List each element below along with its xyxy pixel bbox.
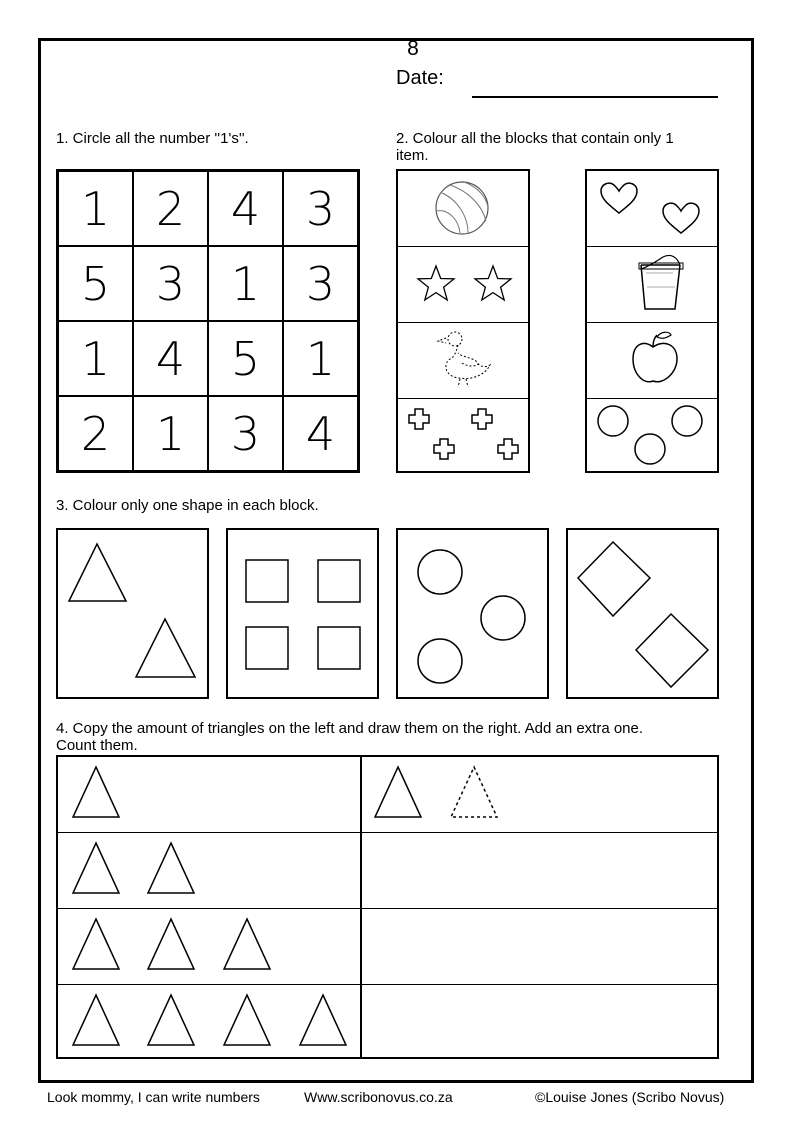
number-cell[interactable]: 5 (208, 321, 283, 396)
table-row (58, 833, 717, 909)
triangle-icon (58, 530, 208, 698)
footer-left: Look mommy, I can write numbers (47, 1089, 260, 1105)
triangle-copy-table (56, 755, 719, 1059)
shape-block-squares[interactable] (226, 528, 379, 699)
number-cell[interactable]: 1 (283, 321, 358, 396)
q4-instruction-line1: 4. Copy the amount of triangles on the left and draw them on the right. Add an extra one. (56, 720, 644, 737)
block-four-crosses[interactable] (398, 399, 528, 475)
q4-instruction-line2: Count them. (56, 737, 138, 754)
apple-icon (587, 323, 717, 399)
bucket-icon (587, 247, 717, 323)
number-cell[interactable]: 1 (58, 171, 133, 246)
number-grid (56, 169, 360, 473)
heart-icon (587, 171, 717, 247)
number-cell[interactable]: 3 (283, 171, 358, 246)
q2-instruction-line2: item. (396, 147, 429, 164)
triangle-icon (58, 909, 718, 985)
q2-left-column (396, 169, 530, 473)
table-row (58, 985, 717, 1061)
number-cell[interactable]: 4 (208, 171, 283, 246)
triangle-icon (58, 833, 718, 909)
number-cell[interactable]: 1 (208, 246, 283, 321)
number-cell[interactable]: 2 (133, 171, 208, 246)
shape-block-triangles[interactable] (56, 528, 209, 699)
duck-icon (398, 323, 528, 399)
block-three-circles[interactable] (587, 399, 717, 475)
block-two-stars[interactable] (398, 247, 528, 323)
q2-instruction-line1: 2. Colour all the blocks that contain only 1 (396, 130, 674, 147)
page-number: 8 (407, 37, 419, 60)
table-column-divider (360, 757, 362, 1057)
number-cell[interactable]: 3 (133, 246, 208, 321)
number-cell[interactable]: 3 (208, 396, 283, 471)
date-label: Date: (396, 67, 444, 89)
block-duck[interactable] (398, 323, 528, 399)
triangle-icon (58, 757, 718, 833)
square-icon (228, 530, 378, 698)
footer-copyright: ©Louise Jones (Scribo Novus) (535, 1089, 725, 1105)
date-write-line (472, 96, 718, 98)
table-row (58, 909, 717, 985)
circle-icon (398, 530, 548, 698)
number-cell[interactable]: 4 (133, 321, 208, 396)
q3-instruction: 3. Colour only one shape in each block. (56, 497, 319, 514)
block-beach-ball[interactable] (398, 171, 528, 247)
q2-right-column (585, 169, 719, 473)
number-cell[interactable]: 2 (58, 396, 133, 471)
block-bucket[interactable] (587, 247, 717, 323)
block-apple[interactable] (587, 323, 717, 399)
shape-block-circles[interactable] (396, 528, 549, 699)
block-two-hearts[interactable] (587, 171, 717, 247)
star-icon (398, 247, 528, 323)
number-cell[interactable]: 1 (58, 321, 133, 396)
table-row (58, 757, 717, 833)
number-cell[interactable]: 3 (283, 246, 358, 321)
number-cell[interactable]: 5 (58, 246, 133, 321)
cross-icon (398, 399, 528, 475)
footer-website: Www.scribonovus.co.za (304, 1089, 453, 1105)
triangle-icon (58, 985, 718, 1061)
shape-block-diamonds[interactable] (566, 528, 719, 699)
beach-ball-icon (398, 171, 528, 247)
number-cell[interactable]: 1 (133, 396, 208, 471)
circle-icon (587, 399, 717, 475)
diamond-icon (568, 530, 718, 698)
q1-instruction: 1. Circle all the number ''1's''. (56, 130, 249, 147)
number-cell[interactable]: 4 (283, 396, 358, 471)
